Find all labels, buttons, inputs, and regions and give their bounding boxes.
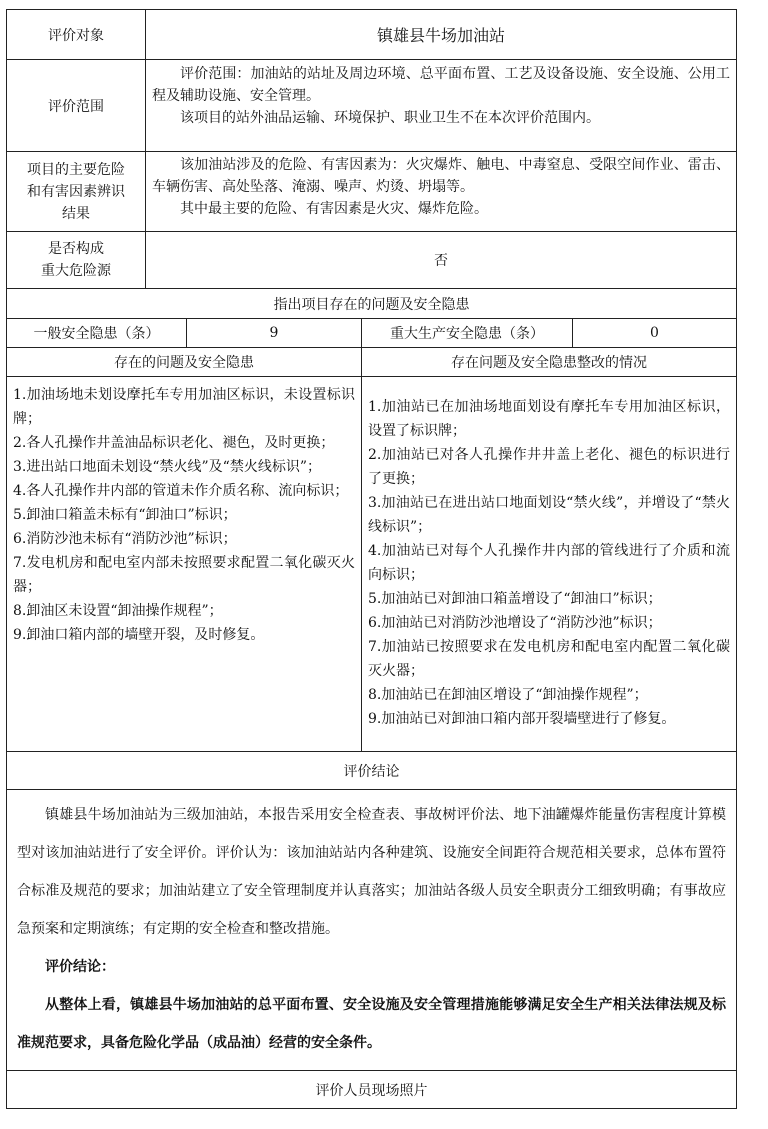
conclusion-body: 镇雄县牛场加油站为三级加油站，本报告采用安全检查表、事故树评价法、地下油罐爆炸能量伤害程度计算模型对该加油站进行了安全评价。评价认为：该加油站站内各种建筑、设施安全间距符合规范相关要求，总体布置符合标准及规范的要求；加油站建立了安全管理制度并认真落实；加油站各级人员安全职责分工细致明确；有事故应急预案和定期演练；有定期的安全检查和整改措施。	[17, 807, 727, 937]
scope-label: 评价范围	[7, 60, 146, 152]
problem-item: 4.各人孔操作井内部的管道未作介质名称、流向标识；	[13, 483, 349, 499]
problem-item: 6.消防沙池未标有“消防沙池”标识；	[13, 531, 237, 547]
major-hazard-value: 否	[146, 232, 737, 289]
rectification-item: 8.加油站已在卸油区增设了“卸油操作规程”；	[368, 687, 648, 703]
major-hazard-label-line-2: 重大危险源	[41, 263, 111, 279]
major-hazard-label-line-1: 是否构成	[48, 241, 104, 257]
rectification-list	[362, 377, 737, 752]
photo-header-row	[7, 1071, 737, 1109]
rectification-column-header: 存在问题及安全隐患整改的情况	[362, 348, 737, 377]
conclusion-header-row	[7, 752, 737, 790]
photo-header: 评价人员现场照片	[7, 1071, 737, 1109]
hazards-paragraph-1: 该加油站涉及的危险、有害因素为：火灾爆炸、触电、中毒窒息、受限空间作业、雷击、车辆伤害、高处坠落、淹溺、噪声、灼烫、坍塌等。	[152, 157, 731, 195]
hazards-label-line-1: 项目的主要危险	[27, 161, 125, 178]
issues-header: 指出项目存在的问题及安全隐患	[7, 289, 737, 319]
evaluation-table	[6, 9, 737, 1109]
issues-header-row	[7, 289, 737, 319]
conclusion-title: 评价结论：	[45, 959, 115, 975]
problem-item: 5.卸油口箱盖未标有“卸油口”标识；	[13, 507, 237, 523]
rectification-item: 2.加油站已对各人孔操作井井盖上老化、褪色的标识进行了更换；	[368, 447, 731, 487]
major-hazard-row	[7, 232, 737, 289]
problem-item: 2.各人孔操作井盖油品标识老化、褪色，及时更换；	[13, 435, 335, 451]
problem-item: 9.卸油口箱内部的墙壁开裂，及时修复。	[13, 627, 265, 643]
hazards-paragraph-2: 其中最主要的危险、有害因素是火灾、爆炸危险。	[180, 201, 488, 217]
object-row	[7, 10, 737, 60]
conclusion-header: 评价结论	[7, 752, 737, 790]
problem-item: 3.进出站口地面未划设“禁火线”及“禁火线标识”；	[13, 459, 321, 475]
scope-paragraph-2: 该项目的站外油品运输、环境保护、职业卫生不在本次评价范围内。	[180, 110, 600, 126]
rectification-item: 9.加油站已对卸油口箱内部开裂墙壁进行了修复。	[368, 711, 676, 727]
evaluation-document	[6, 9, 736, 1109]
hazards-label	[7, 152, 146, 232]
issues-detail-row	[7, 377, 737, 752]
hazards-label-line-3: 结果	[62, 205, 90, 222]
general-hazard-label: 一般安全隐患（条）	[7, 319, 187, 348]
problems-list	[7, 377, 362, 752]
issues-columns-row	[7, 348, 737, 377]
problem-item: 7.发电机房和配电室内部未按照要求配置二氧化碳灭火器；	[13, 555, 355, 595]
rectification-item: 7.加油站已按照要求在发电机房和配电室内配置二氧化碳灭火器；	[368, 639, 731, 679]
conclusion-row	[7, 790, 737, 1071]
conclusion-final: 从整体上看，镇雄县牛场加油站的总平面布置、安全设施及安全管理措施能够满足安全生产相关法律法规及标准规范要求，具备危险化学品（成品油）经营的安全条件。	[17, 997, 727, 1051]
general-hazard-count: 9	[187, 319, 362, 348]
rectification-item: 3.加油站已在进出站口地面划设“禁火线”，并增设了“禁火线标识”；	[368, 495, 731, 535]
major-hazard-label	[7, 232, 146, 289]
object-label: 评价对象	[7, 10, 146, 60]
problem-item: 1.加油场地未划设摩托车专用加油区标识，未设置标识牌；	[13, 387, 355, 427]
rectification-item: 4.加油站已对每个人孔操作井内部的管线进行了介质和流向标识；	[368, 543, 731, 583]
rectification-item: 5.加油站已对卸油口箱盖增设了“卸油口”标识；	[368, 591, 662, 607]
issues-count-row	[7, 319, 737, 348]
scope-paragraph-1: 评价范围：加油站的站址及周边环境、总平面布置、工艺及设备设施、安全设施、公用工程及辅助设施、安全管理。	[152, 66, 731, 104]
rectification-item: 1.加油站已在加油场地面划设有摩托车专用加油区标识，设置了标识牌；	[368, 399, 731, 439]
scope-row	[7, 60, 737, 152]
object-value: 镇雄县牛场加油站	[146, 10, 737, 60]
major-hazard-count: 0	[573, 319, 737, 348]
major-hazard-count-label: 重大生产安全隐患（条）	[362, 319, 573, 348]
hazards-row	[7, 152, 737, 232]
rectification-item: 6.加油站已对消防沙池增设了“消防沙池”标识；	[368, 615, 662, 631]
hazards-label-line-2: 和有害因素辨识	[27, 183, 125, 200]
problems-column-header: 存在的问题及安全隐患	[7, 348, 362, 377]
conclusion-cell	[7, 790, 737, 1071]
problem-item: 8.卸油区未设置“卸油操作规程”；	[13, 603, 223, 619]
